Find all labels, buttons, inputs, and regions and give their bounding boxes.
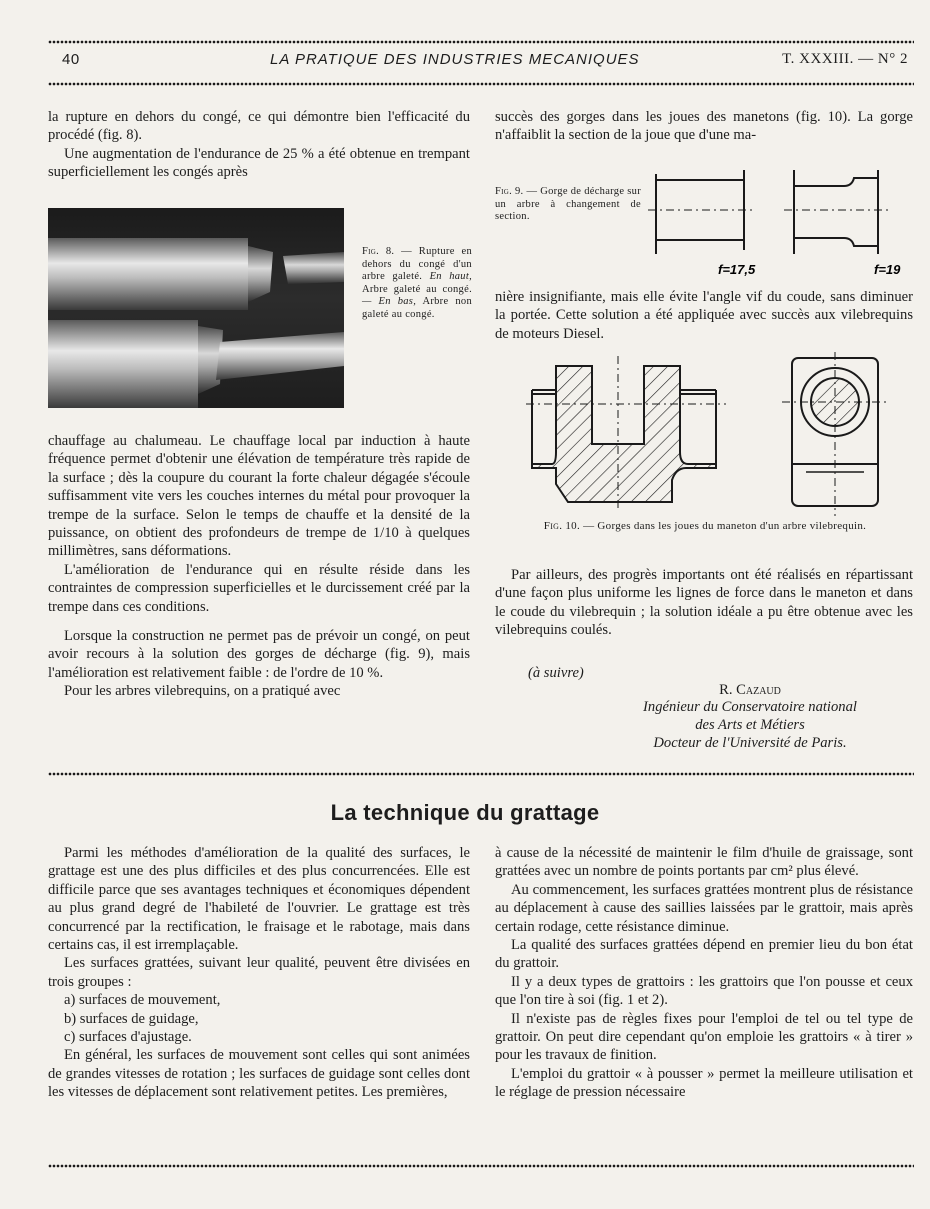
paragraph: Lorsque la construction ne permet pas de prévoir un congé, on peut avoir recours à la solution des gorges de décharge (fig. 9), mais l'amélioration est relativement faible : de l'ordre de 10 %.	[48, 628, 470, 681]
fig8-shafts-image	[48, 208, 344, 408]
paragraph: succès des gorges dans les joues des manetons (fig. 10). La gorge n'affaiblit la section de la joue que d'une ma-	[495, 109, 913, 144]
bottom-dotted-rule	[48, 1164, 914, 1168]
section-dotted-rule	[48, 772, 914, 776]
paragraph: En général, les surfaces de mouvement sont celles qui sont animées de grandes vitesses de rotation ; les surfaces de guidage sont celles dont les vitesses de déplacement sont relativement petites. Les premières,	[48, 1047, 470, 1101]
page-number: 40	[62, 51, 80, 68]
paragraph: Au commencement, les surfaces grattées montrent plus de résistance au déplacement à cause des saillies laissées par le grattoir, mais après certain rodage, cette résistance diminue.	[495, 881, 913, 935]
paragraph: Par ailleurs, des progrès importants ont été réalisés en répartissant d'une façon plus uniforme les lignes de force dans le maneton et dans le coude du vilebrequin ; la solution idéale a pu être obtenue avec les vilebrequins coulés.	[495, 567, 913, 639]
header-dotted-rule	[48, 82, 914, 86]
fig10-caption: Fig. 10. — Gorges dans les joues du maneton d'un arbre vilebrequin.	[543, 520, 867, 532]
paragraph: chauffage au chalumeau. Le chauffage local par induction à haute fréquence permet d'obtenir une élévation de température très rapide de la surface ; dès la coupure du courant la forte chaleur dégagée s'écoule suffisamment vite vers les couches internes du métal pour provoquer la trempe de la surface. Selon le temps de chauffe et la densité de la puissance, on obtient des profondeurs de trempe de 1/10 à quelques millimètres, sans déformations.	[48, 433, 470, 560]
running-header	[48, 51, 914, 73]
list-item: a) surfaces de mouvement,	[64, 992, 221, 1009]
paragraph: nière insignifiante, mais elle évite l'angle vif du coude, sans diminuer la portée. Cette solution a été appliquée avec succès aux vilebrequins de moteurs Diesel.	[495, 289, 913, 342]
author-title-3: Docteur de l'Université de Paris.	[653, 735, 847, 751]
article2-right	[495, 844, 913, 1102]
paragraph: Les surfaces grattées, suivant leur qualité, peuvent être divisées en trois groupes :	[48, 955, 470, 990]
fig9-label-right: f=19	[874, 262, 901, 277]
fig9-diagram	[648, 162, 914, 280]
paragraph: Il y a deux types de grattoirs : les grattoirs que l'on pousse et ceux que l'on tire à soi (fig. 1 et 2).	[495, 973, 913, 1009]
journal-title: LA PRATIQUE DES INDUSTRIES MECANIQUES	[270, 51, 640, 68]
paragraph: Pour les arbres vilebrequins, on a pratiqué avec	[64, 683, 341, 700]
author-title-1: Ingénieur du Conservatoire national	[643, 699, 857, 715]
paragraph: Une augmentation de l'endurance de 25 % a été obtenue en trempant superficiellement les congés après	[48, 145, 470, 181]
paragraph: Il n'existe pas de règles fixes pour l'emploi de tel ou tel type de grattoir. On peut dire cependant qu'on emploie les grattoirs « à tirer » pour les travaux de finition.	[495, 1010, 913, 1064]
article1-right-top	[495, 108, 913, 145]
top-dotted-rule	[48, 40, 914, 44]
fig10-diagram	[526, 352, 886, 516]
paragraph: L'amélioration de l'endurance qui en résulte réside dans les contraintes de compression superficielles et le durcissement créé par la trempe dans ces conditions.	[48, 561, 470, 615]
volume-issue: T. XXXIII. — N° 2	[782, 51, 908, 67]
paragraph: La qualité des surfaces grattées dépend en premier lieu du bon état du grattoir.	[495, 937, 913, 972]
author-title-2: des Arts et Métiers	[695, 717, 805, 733]
paragraph: Parmi les méthodes d'amélioration de la qualité des surfaces, le grattage est une des plus difficiles et des plus concurrencées. Elle est difficile parce que ses avantages techniques et économiques dépendent au plus grand degré de l'habileté de l'ouvrier. Le grattage est très concurrencé par la rectification, le fraisage et le rabotage, mais dans certains cas, il est irremplaçable.	[48, 845, 470, 954]
article2-left	[48, 844, 470, 1102]
article1-left-bottom	[48, 432, 470, 701]
paragraph: la rupture en dehors du congé, ce qui démontre bien l'efficacité du procédé (fig. 8).	[48, 109, 470, 144]
fig9-caption: Fig. 9. — Gorge de décharge sur un arbre à changement de section.	[495, 186, 641, 223]
article1-right-bottom	[495, 566, 913, 640]
article1-right-mid	[495, 288, 913, 343]
article1-left-top	[48, 108, 470, 182]
list-item: b) surfaces de guidage,	[64, 1010, 199, 1027]
fig9-label-left: f=17,5	[718, 262, 756, 277]
paragraph: à cause de la nécessité de maintenir le film d'huile de graissage, sont grattées avec un nombre de points portants par cm² plus élevé.	[495, 845, 913, 880]
author-name: R. Cazaud	[719, 682, 781, 698]
fig8-photo	[48, 208, 344, 408]
fig8-caption: Fig. 8. — Rupture en dehors du congé d'un arbre galeté. En haut, Arbre galeté au congé. — En bas, Arbre non galeté au congé.	[362, 246, 473, 320]
paragraph: L'emploi du grattoir « à pousser » permet la meilleure utilisation et le réglage de pression nécessaire	[495, 1065, 913, 1101]
article2-title: La technique du grattage	[330, 800, 600, 825]
to-follow: (à suivre)	[528, 665, 584, 681]
list-item: c) surfaces d'ajustage.	[64, 1029, 192, 1046]
